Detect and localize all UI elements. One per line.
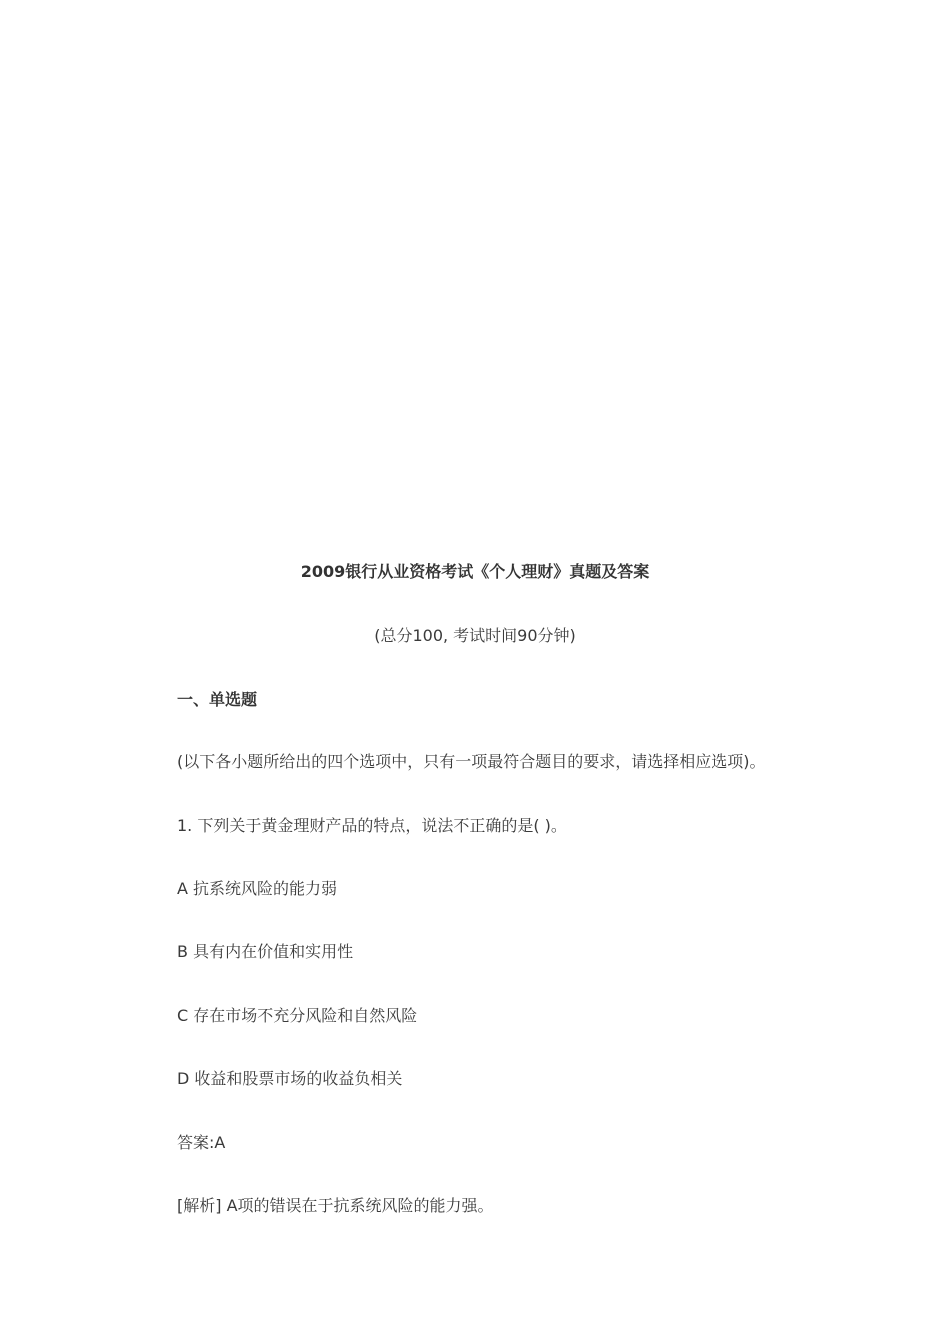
explanation-text: [解析] A项的错误在于抗系统风险的能力强。 — [177, 1196, 494, 1215]
answer-text: 答案:A — [177, 1133, 226, 1152]
document-subtitle: (总分100, 考试时间90分钟) — [374, 626, 576, 645]
document-title: 2009银行从业资格考试《个人理财》真题及答案 — [300, 562, 650, 581]
instructions-text: (以下各小题所给出的四个选项中，只有一项最符合题目的要求，请选择相应选项)。 — [177, 752, 766, 771]
section-heading: 一、单选题 — [177, 690, 258, 709]
option-d: D 收益和股票市场的收益负相关 — [177, 1069, 403, 1088]
option-a: A 抗系统风险的能力弱 — [177, 879, 338, 898]
question-text: 1. 下列关于黄金理财产品的特点，说法不正确的是( )。 — [177, 816, 567, 835]
option-c: C 存在市场不充分风险和自然风险 — [177, 1006, 418, 1025]
option-b: B 具有内在价值和实用性 — [177, 942, 354, 961]
